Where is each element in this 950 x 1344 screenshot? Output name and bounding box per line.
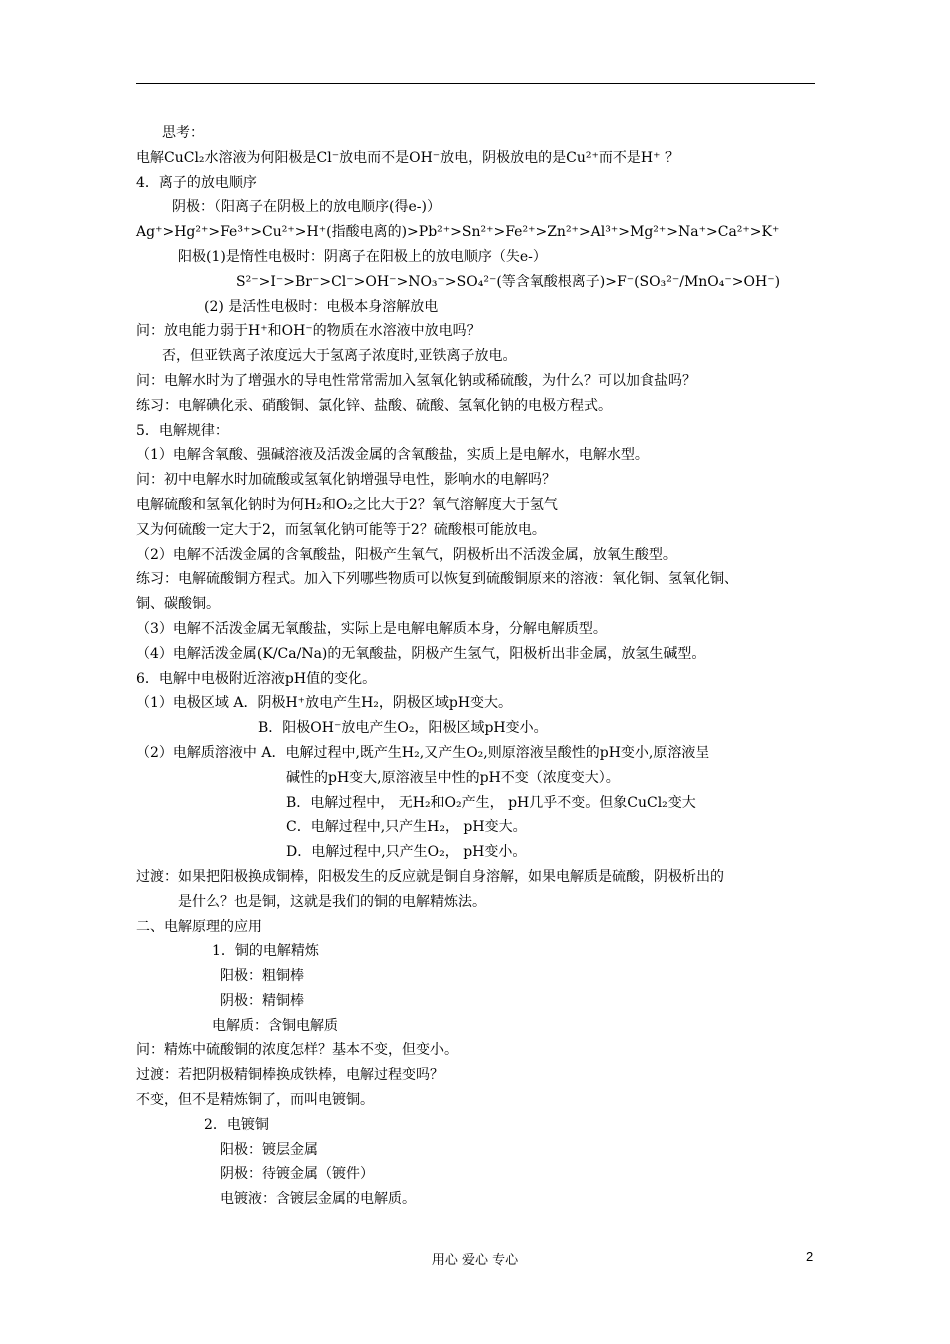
text-line: （2）电解不活泼金属的含氧酸盐，阳极产生氧气，阴极析出不活泼金属，放氧生酸型。 xyxy=(136,546,677,563)
document-body xyxy=(136,121,826,1212)
text-line: 问：初中电解水时加硫酸或氢氧化钠增强导电性，影响水的电解吗？ xyxy=(136,472,556,489)
text-line: （4）电解活泼金属(K/Ca/Na)的无氧酸盐，阴极产生氢气，阳极析出非金属，放氢生碱型。 xyxy=(136,645,706,662)
text-line: 2．电镀铜 xyxy=(204,1116,269,1133)
text-line: Ag⁺>Hg²⁺>Fe³⁺>Cu²⁺>H⁺(指酸电离的)>Pb²⁺>Sn²⁺>Fe²⁺>Zn²⁺>Al³⁺>Mg²⁺>Na⁺>Ca²⁺>K⁺ xyxy=(136,224,780,241)
text-line: 问：放电能力弱于H⁺和OH⁻的物质在水溶液中放电吗？ xyxy=(136,323,481,340)
text-line: 思考： xyxy=(162,125,204,141)
text-line: （1）电解含氧酸、强碱溶液及活泼金属的含氧酸盐，实质上是电解水，电解水型。 xyxy=(136,447,649,464)
text-line: S²⁻>I⁻>Br⁻>Cl⁻>OH⁻>NO₃⁻>SO₄²⁻(等含氧酸根离子)>F⁻(SO₃²⁻/MnO₄⁻>OH⁻) xyxy=(236,273,781,290)
text-line: (2) 是活性电极时：电极本身溶解放电 xyxy=(204,298,439,315)
header-rule xyxy=(136,83,815,84)
text-line: B．阳极OH⁻放电产生O₂，阳极区域pH变小。 xyxy=(258,720,548,737)
text-line: D．电解过程中,只产生O₂， pH变小。 xyxy=(286,844,527,861)
text-line: 阴极：待镀金属（镀件） xyxy=(220,1166,374,1183)
text-line: 碱性的pH变大,原溶液呈中性的pH不变（浓度变大）。 xyxy=(286,769,620,786)
text-line: （1）电极区域 A．阴极H⁺放电产生H₂，阴极区域pH变大。 xyxy=(136,695,513,712)
text-line: 电解硫酸和氢氧化钠时为何H₂和O₂之比大于2？氧气溶解度大于氢气 xyxy=(136,496,558,513)
text-line: 阳极：粗铜棒 xyxy=(220,968,304,985)
text-line: 阴极：精铜棒 xyxy=(220,992,304,1009)
text-line: 电解CuCl₂水溶液为何阳极是Cl⁻放电而不是OH⁻放电，阴极放电的是Cu²⁺而不是H⁺ ？ xyxy=(136,149,679,166)
text-line: C．电解过程中,只产生H₂， pH变大。 xyxy=(286,819,527,836)
text-line: 5．电解规律： xyxy=(136,422,229,439)
text-line: （3）电解不活泼金属无氧酸盐，实际上是电解电解质本身，分解电解质型。 xyxy=(136,620,607,637)
page-number: 2 xyxy=(806,1249,814,1264)
text-line: B．电解过程中， 无H₂和O₂产生， pH几乎不变。但象CuCl₂变大 xyxy=(286,794,696,811)
text-line: 练习：电解碘化汞、硝酸铜、氯化锌、盐酸、硫酸、氢氧化钠的电极方程式。 xyxy=(136,397,612,414)
text-line: 铜、碳酸铜。 xyxy=(136,596,220,613)
text-line: 二、电解原理的应用 xyxy=(136,918,262,935)
text-line: 是什么？也是铜，这就是我们的铜的电解精炼法。 xyxy=(178,893,486,910)
text-line: 否，但亚铁离子浓度远大于氢离子浓度时,亚铁离子放电。 xyxy=(162,348,517,365)
text-line: 电镀液：含镀层金属的电解质。 xyxy=(220,1191,416,1208)
text-line: 阳极：镀层金属 xyxy=(220,1141,318,1158)
text-line: 阴极：（阳离子在阴极上的放电顺序(得e-)） xyxy=(172,199,441,216)
text-line: 电解质：含铜电解质 xyxy=(212,1017,338,1034)
text-line: 阳极(1)是惰性电极时：阴离子在阳极上的放电顺序（失e-） xyxy=(178,248,547,265)
text-line: 6．电解中电极附近溶液pH值的变化。 xyxy=(136,670,377,687)
text-line: 又为何硫酸一定大于2，而氢氧化钠可能等于2？硫酸根可能放电。 xyxy=(136,521,546,538)
text-line: 问：电解水时为了增强水的导电性常常需加入氢氧化钠或稀硫酸，为什么？可以加食盐吗？ xyxy=(136,372,696,389)
text-line: 过渡：若把阴极精铜棒换成铁棒，电解过程变吗？ xyxy=(136,1067,444,1084)
text-line: 4．离子的放电顺序 xyxy=(136,174,257,191)
text-line: 1．铜的电解精炼 xyxy=(212,943,319,960)
text-line: 问：精炼中硫酸铜的浓度怎样？基本不变，但变小。 xyxy=(136,1042,458,1059)
text-line: 练习：电解硫酸铜方程式。加入下列哪些物质可以恢复到硫酸铜原来的溶液：氧化铜、氢氧化铜、 xyxy=(136,571,738,588)
text-line: 过渡：如果把阳极换成铜棒，阳极发生的反应就是铜自身溶解，如果电解质是硫酸，阴极析出的 xyxy=(136,868,724,885)
footer-motto: 用心 爱心 专心 xyxy=(431,1253,519,1268)
text-line: 不变，但不是精炼铜了，而叫电镀铜。 xyxy=(136,1092,374,1109)
text-line: （2）电解质溶液中 A．电解过程中,既产生H₂,又产生O₂,则原溶液呈酸性的pH变小,原溶液呈 xyxy=(136,744,710,761)
